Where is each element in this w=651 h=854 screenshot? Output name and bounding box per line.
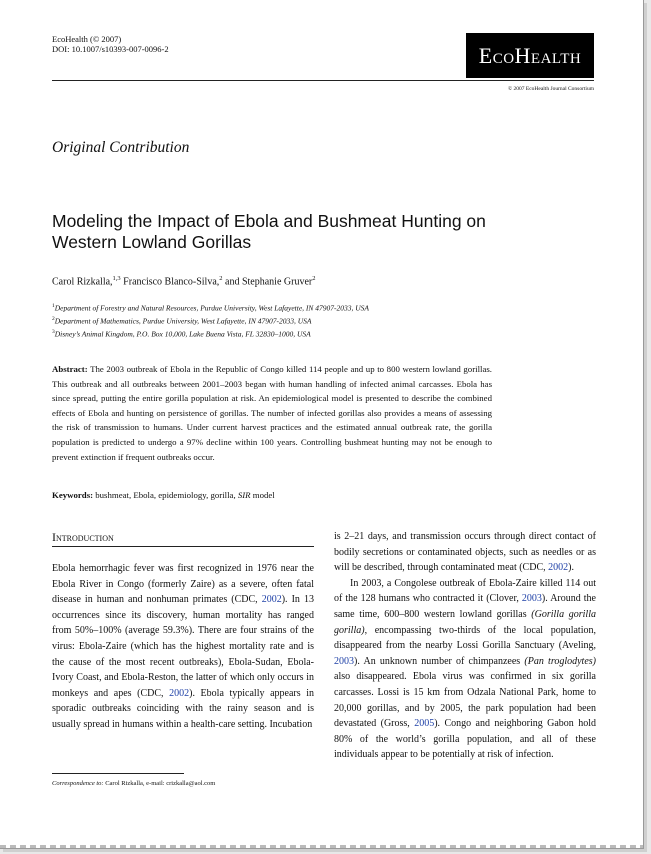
author-1-affil: 1,3 xyxy=(112,275,121,282)
citation-link[interactable]: 2003 xyxy=(521,593,542,605)
affiliation-3: $^3$Disney’s Animal Kingdom, P.O. Box 10,000, Lake Buena Vista, FL 32830–1000, USA xyxy=(52,329,311,339)
section-heading-introduction: Introduction xyxy=(52,530,114,544)
citation-link[interactable]: 2002 xyxy=(261,594,282,606)
journal-line: EcoHealth (© 2007) xyxy=(52,34,122,44)
footnote-divider xyxy=(52,773,184,774)
title-line-1: Modeling the Impact of Ebola and Bushmeat Hunting on xyxy=(52,211,486,231)
citation-link[interactable]: 2005 xyxy=(414,718,435,730)
doi-line: DOI: 10.1007/s10393-007-0096-2 xyxy=(52,44,169,54)
correspondence-footnote xyxy=(52,780,215,787)
citation-link[interactable]: 2003 xyxy=(334,655,354,667)
body-column-left xyxy=(52,561,314,733)
abstract xyxy=(52,362,492,464)
species-name: (Gorilla gorilla gorilla) xyxy=(334,608,596,636)
abstract-text: The 2003 outbreak of Ebola in the Republic of Congo killed 114 people and up to 800 western lowland gorillas. This outbreak and all outbreaks between 2001–2003 began with human handling of infected animal carcasses. Ebola has since spread, putting the entire gorilla population at risk. An epidemiological model is presented to describe the combined effects of Ebola and hunting on persistence of gorillas. The number of infected gorillas also provides a means of assessing the risk of transmission to humans. Under current harvest practices and the estimated annual outbreak rate, the gorilla population is predicted to undergo a 97% decline within 100 years. Controlling bushmeat hunting may not be enough to prevent extinction if frequent outbreaks occur. xyxy=(52,364,492,462)
article-title xyxy=(52,211,592,253)
body-column-right xyxy=(334,529,596,763)
keywords-model: model xyxy=(250,490,275,500)
species-name: (Pan troglodytes) xyxy=(524,655,596,667)
author-2: Francisco Blanco-Silva, xyxy=(120,276,220,288)
affiliations xyxy=(52,301,369,340)
citation-link[interactable]: 2002 xyxy=(548,562,569,574)
article-type: Original Contribution xyxy=(52,139,190,156)
keywords-text: bushmeat, Ebola, epidemiology, gorilla, xyxy=(93,490,238,500)
author-3-affil: 2 xyxy=(312,275,316,282)
paragraph: Ebola hemorrhagic fever was first recognized in 1976 near the Ebola River in Congo (formerly Zaire) as a severe, often fatal disease in human and nonhuman primates (CDC, 2002). In 13 occurrences since its discovery, human mortality has ranged from 50%–100% (average 59.3%). There are four strains of the virus: Ebola-Zaire (which has the highest mortality rate and is the cause of the most recent outbreaks), Ebola-Sudan, Ebola-Ivory Coast, and Ebola-Reston, the latter of which only occurs in monkeys and apes (CDC, 2002). Ebola typically appears in sporadic outbreaks coinciding with the rainy season and is usually spread in humans within a health-care setting. Incubation xyxy=(52,563,314,730)
abstract-label: Abstract: xyxy=(52,364,88,374)
footnote-text: Carol Rizkalla, e-mail: crizkalla@aol.com xyxy=(103,780,216,787)
affiliation-1: $^1$Department of Forestry and Natural Resources, Purdue University, West Lafayette, IN 47907-2033, USA xyxy=(52,303,370,313)
copyright-notice: © 2007 EcoHealth Journal Consortium xyxy=(507,86,594,92)
ecohealth-logo: EcoHealth xyxy=(466,33,594,78)
section-divider xyxy=(52,546,314,547)
paragraph: In 2003, a Congolese outbreak of Ebola-Zaire killed 114 out of the 128 humans who contracted it (Clover, 2003). Around the same time, 600–800 western lowland gorillas (Gorilla gorilla gorilla), encompassing two-thirds of the local population, disappeared from the nearby Lossi Gorilla Sanctuary (Aveling, 2003). An unknown number of chimpanzees (Pan troglodytes) also disappeared. Ebola virus was confirmed in six gorilla carcasses. Lossi is 15 km from Odzala National Park, home to 20,000 gorillas, and by 2005, the park population had been devastated (Gross, 2005). Congo and neighboring Gabon hold 80% of the world’s gorilla population, and all of these individuals appear to be potentially at risk of infection. xyxy=(334,577,596,761)
keywords-label: Keywords: xyxy=(52,490,94,500)
keywords xyxy=(52,490,275,500)
affiliation-2: $^2$Department of Mathematics, Purdue University, West Lafayette, IN 47907-2033, USA xyxy=(52,316,312,326)
title-line-2: Western Lowland Gorillas xyxy=(52,232,252,252)
footnote-label: Correspondence to: xyxy=(52,780,104,787)
citation-link[interactable]: 2002 xyxy=(169,687,190,699)
keywords-sir: SIR xyxy=(237,490,251,500)
page-edge-marks xyxy=(0,845,643,848)
author-2-affil: 2 xyxy=(219,275,223,282)
author-1: Carol Rizkalla, xyxy=(52,276,113,288)
author-list xyxy=(52,275,315,287)
journal-meta xyxy=(52,34,169,54)
header-divider xyxy=(52,80,594,81)
paragraph: is 2–21 days, and transmission occurs through direct contact of bodily secretions or contaminated objects, such as needles or as will be described, through contaminated meat (CDC, 2002). xyxy=(334,531,596,574)
author-3: and Stephanie Gruver xyxy=(222,276,313,288)
